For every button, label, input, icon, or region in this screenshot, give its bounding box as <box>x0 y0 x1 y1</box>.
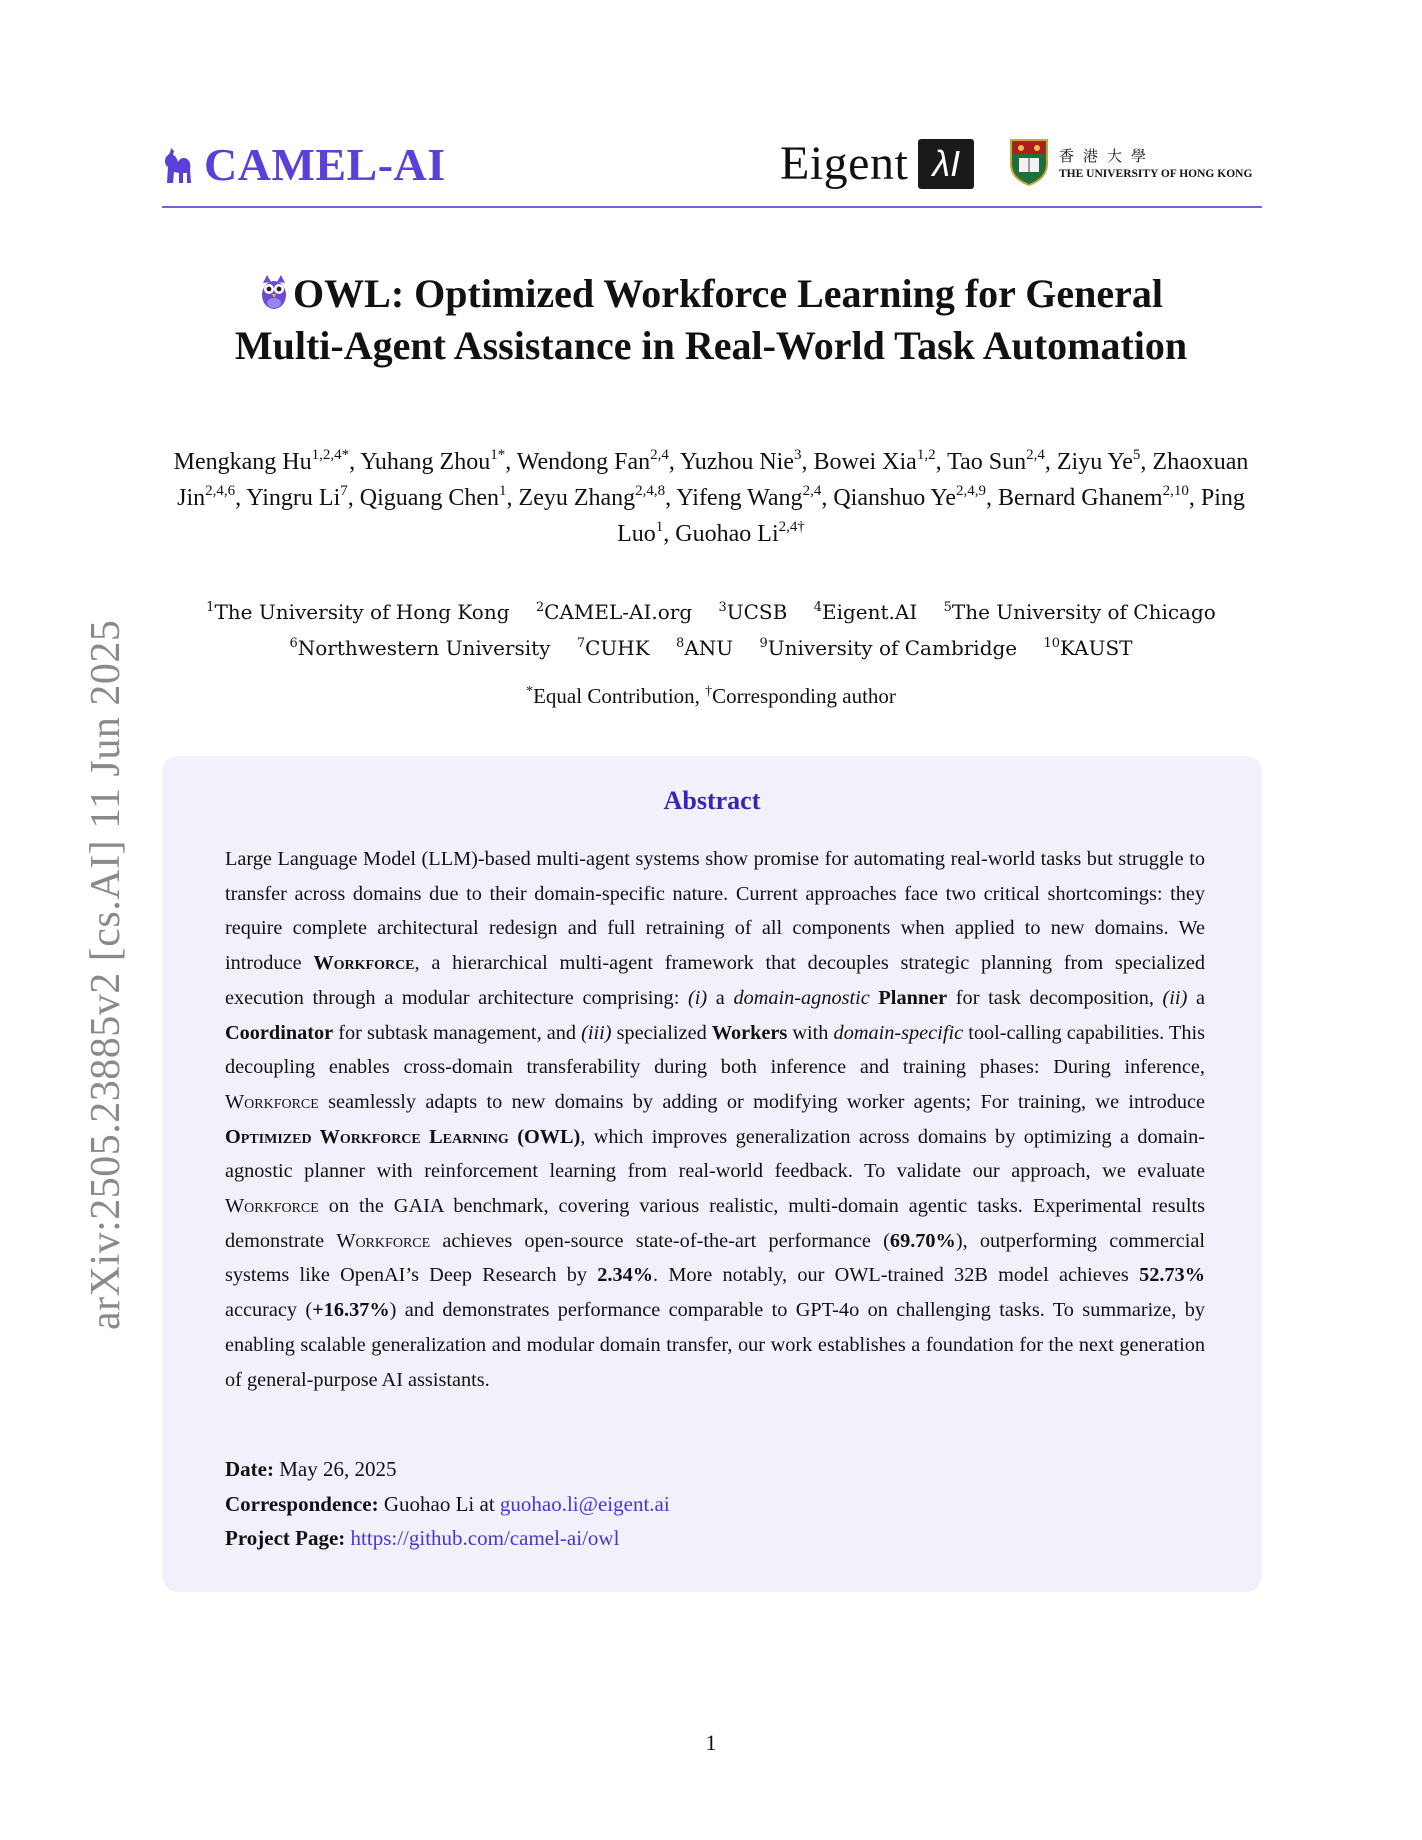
author: Bowei Xia <box>813 449 917 475</box>
workforce-term: Workforce <box>313 952 415 975</box>
abstract-segment: for task decomposition, <box>947 986 1163 1009</box>
affiliation: CUHK <box>585 636 650 660</box>
abstract-segment: , which improves generalization across domains by optimizing a domain-agnostic planner with reinforcement learning from real-world feedback. To validate our approach, we evaluate <box>225 1125 1205 1183</box>
author-sup: 2,4 <box>1026 447 1045 463</box>
owl-term: Optimized Workforce Learning (OWL) <box>225 1125 581 1148</box>
abstract-segment: a <box>1187 986 1205 1009</box>
abstract-segment: a <box>707 986 734 1009</box>
author-sup: 1* <box>490 447 506 463</box>
eigent-logo <box>780 136 974 191</box>
date-label: Date: <box>225 1457 274 1481</box>
corresponding-author-text: Corresponding author <box>712 684 896 708</box>
author: Guohao Li <box>675 521 779 547</box>
author-sup: 7 <box>340 483 348 499</box>
affil-num: 7 <box>576 636 586 651</box>
affil-num: 6 <box>289 636 298 651</box>
abstract-heading: Abstract <box>663 786 761 815</box>
affiliation-list <box>160 594 1262 666</box>
correspondence-value: Guohao Li at <box>378 1491 500 1516</box>
abstract-segment: . More notably, our OWL-trained 32B model achieves <box>653 1264 1140 1287</box>
workers-term: Workers <box>711 1021 788 1044</box>
author: Qiguang Chen <box>359 485 500 511</box>
author-sup: 3 <box>794 447 802 463</box>
header-rule <box>162 206 1262 208</box>
arxiv-stamp: arXiv:2505.23885v2 [cs.AI] 11 Jun 2025 <box>83 619 129 1330</box>
email-link[interactable]: guohao.li@eigent.ai <box>499 1491 670 1516</box>
author: Wendong Fan <box>516 449 651 475</box>
affil-num: 10 <box>1043 636 1061 651</box>
affiliation: The University of Chicago <box>951 600 1216 624</box>
author-sup: 1,2 <box>916 447 936 463</box>
affiliation: ANU <box>684 636 734 660</box>
abstract-segment: specialized <box>611 1021 712 1044</box>
author-sup: 2,4† <box>778 519 805 535</box>
abstract-segment: for subtask management, and <box>333 1021 582 1044</box>
author: Qianshuo Ye <box>833 485 956 511</box>
affil-num: 9 <box>759 636 768 651</box>
hku-crest-icon <box>1009 138 1049 186</box>
title-line-1-text: OWL: Optimized Workforce Learning for General <box>293 271 1163 316</box>
abstract-segment: with <box>787 1021 834 1044</box>
author: Yuzhou Nie <box>680 449 794 475</box>
hku-logo <box>1009 138 1252 186</box>
affil-num: 1 <box>206 600 215 615</box>
contribution-note <box>160 684 1262 709</box>
abstract-segment: , a hierarchical multi-agent framework that decouples strategic planning from specialized execution through a modular architecture comprising: <box>225 952 1205 1009</box>
enum-marker: (i) <box>687 986 708 1009</box>
author-sup: 2,4 <box>802 483 822 499</box>
camel-ai-wordmark: CAMEL-AI <box>204 139 446 190</box>
result-value: 52.73% <box>1139 1264 1205 1287</box>
paper-meta <box>225 1452 1205 1556</box>
author: Bernard Ghanem <box>998 485 1163 511</box>
equal-mark: * <box>526 684 534 699</box>
author-sup: 1,2,4* <box>311 447 350 463</box>
coordinator-term: Coordinator <box>225 1021 334 1044</box>
author-sup: 5 <box>1132 447 1141 463</box>
date-value: May 26, 2025 <box>273 1457 397 1481</box>
abstract-segment: ), outperforming commercial systems like OpenAI’s Deep Research by <box>225 1229 1205 1287</box>
affil-num: 8 <box>676 636 685 651</box>
workforce-term: Workforce <box>225 1090 319 1113</box>
author-list: Mengkang $Hu^{1,2,4*}$, Yuhang Zhou$^{1*}$, Wendong Fan$^{2,4}$, Yuzhou Nie$^3$, Bowei Xia$^{1,2}$, Tao Sun$^{2,4}$, Ziyu Ye$^5$, Zhaoxuan Jin$^{2,4,6}$, Yingru Li$^7$, Qiguang Chen$^1$, Zeyu Zhang$^{2,4,8}$, Yifeng Wang$^{2,4}$, Qianshuo Ye$^{2,4,9}$, Bernard Ghanem$^{2,10}$, Ping Luo$^1$, Guohao $Li^{2,4\dagger}$ <box>173 447 1249 547</box>
eigent-wordmark: Eigent <box>780 137 909 190</box>
affiliation: The University of Hong Kong <box>214 600 510 624</box>
affiliation-line-1 <box>160 594 1262 630</box>
affil-num: 5 <box>943 600 952 615</box>
author-sup: 2,4,6 <box>205 483 236 499</box>
title-line-1 <box>160 268 1262 320</box>
planner-term: Planner <box>878 986 948 1009</box>
author: Yifeng Wang <box>676 485 803 511</box>
abstract-segment: Large Language Model (LLM)-based multi-agent systems show promise for automating real-world tasks but struggle to transfer across domains due to their domain-specific nature. Current approaches face two critical shortcomings: they require complete architectural redesign and full retraining of all components when applied to new domains. We introduce <box>225 848 1205 975</box>
abstract-box <box>162 756 1262 1592</box>
result-value: +16.37% <box>312 1299 390 1322</box>
paper-title <box>160 268 1262 372</box>
result-value: 69.70% <box>889 1229 956 1252</box>
author: Zeyu Zhang <box>518 485 636 511</box>
affiliation: CAMEL-AI.org <box>544 600 693 624</box>
camel-icon <box>162 145 196 185</box>
author: Mengkang Hu <box>173 449 312 475</box>
author: Yingru Li <box>246 485 341 511</box>
affiliation: Northwestern University <box>297 636 551 660</box>
workforce-term: Workforce <box>225 1195 319 1218</box>
enum-marker: (ii) <box>1162 986 1188 1009</box>
camel-ai-logo <box>162 138 446 191</box>
project-label: Project Page: <box>225 1526 346 1550</box>
equal-contribution-text: Equal Contribution, <box>533 684 700 708</box>
project-link[interactable]: https://github.com/camel-ai/owl <box>350 1526 620 1550</box>
project-line <box>225 1521 1205 1556</box>
corresponding-mark: † <box>705 684 713 699</box>
affil-num: 2 <box>535 600 545 615</box>
author-sup: 1 <box>655 519 664 535</box>
eigent-mark: λI <box>918 139 974 189</box>
abstract-text <box>225 842 1205 1397</box>
author-sup: 1 <box>499 483 507 499</box>
author-sup: 2,4,8 <box>635 483 666 499</box>
emphasis: domain-specific <box>833 1021 964 1044</box>
result-value: 2.34% <box>597 1264 654 1287</box>
correspondence-line <box>225 1487 1205 1522</box>
correspondence-label: Correspondence: <box>225 1491 379 1516</box>
abstract-segment: ) and demonstrates performance comparable to GPT-4o on challenging tasks. To summarize, by enabling scalable generalization and modular domain transfer, our work establishes a foundation for the next generation of general-purpose AI assistants. <box>225 1299 1205 1391</box>
author: Ping Luo <box>617 485 1245 547</box>
author: Ziyu Ye <box>1056 449 1133 475</box>
affiliation: University of Cambridge <box>767 636 1018 660</box>
abstract-segment: accuracy ( <box>225 1299 313 1322</box>
workforce-term: Workforce <box>336 1229 431 1252</box>
affiliation: Eigent.AI <box>821 600 918 624</box>
affil-num: 3 <box>718 600 727 615</box>
hku-english-name: THE UNIVERSITY OF HONG KONG <box>1059 167 1253 180</box>
affil-num: 4 <box>813 600 822 615</box>
page-number: 1 <box>705 1730 717 1755</box>
author: Tao Sun <box>947 449 1027 475</box>
date-line <box>225 1452 1205 1487</box>
affiliation: KAUST <box>1060 636 1133 660</box>
page-header <box>162 130 1262 210</box>
author: Yuhang Zhou <box>360 449 491 475</box>
author-sup: 2,10 <box>1162 483 1189 499</box>
emphasis: domain-agnostic <box>733 986 870 1009</box>
hku-chinese-name: 香港大學 <box>1059 146 1156 165</box>
author-sup: 2,4,9 <box>956 483 986 499</box>
title-line-2: Multi-Agent Assistance in Real-World Task Automation <box>234 323 1188 368</box>
abstract-segment: achieves open-source state-of-the-art performance ( <box>430 1229 890 1252</box>
author: Zhaoxuan Jin <box>177 449 1249 511</box>
enum-marker: (iii) <box>581 1021 612 1044</box>
affiliation: UCSB <box>726 600 788 624</box>
abstract-segment: seamlessly adapts to new domains by adding or modifying worker agents; For training, we introduce <box>318 1090 1205 1113</box>
abstract-segment: tool-calling capabilities. This decoupling enables cross-domain transferability during both inference and training phases: During inference, <box>225 1021 1205 1079</box>
abstract-segment: on the GAIA benchmark, covering various realistic, multi-domain agentic tasks. Experimental results demonstrate <box>225 1195 1205 1252</box>
owl-icon <box>259 271 289 311</box>
affiliation-line-2 <box>160 630 1262 666</box>
author-sup: 2,4 <box>650 447 669 463</box>
